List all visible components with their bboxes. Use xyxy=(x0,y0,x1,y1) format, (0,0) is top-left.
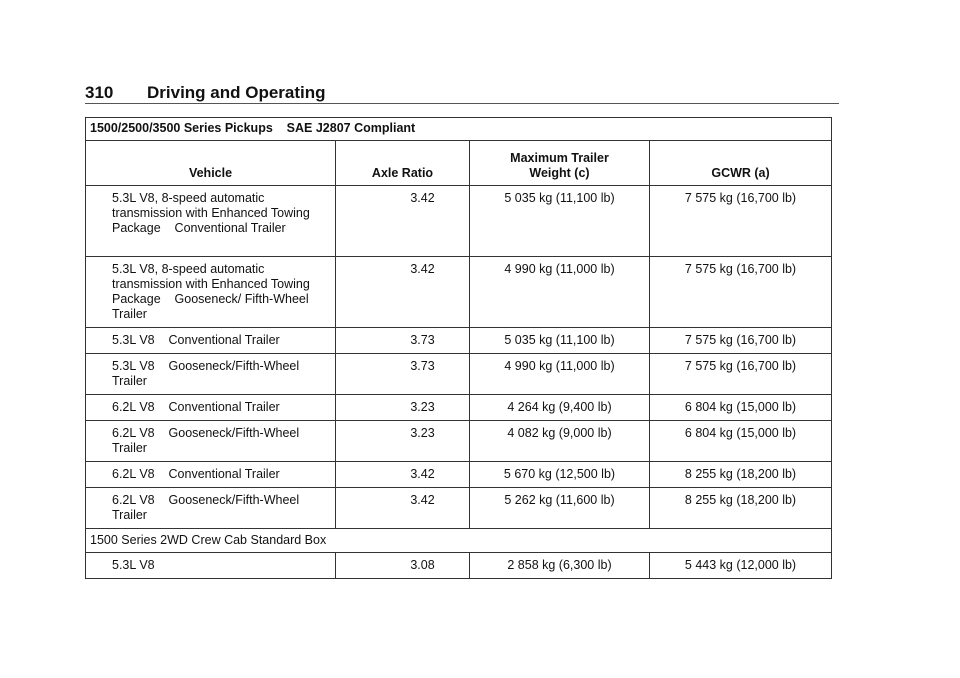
table-row xyxy=(86,257,832,328)
cell-gcwr: 7 575 kg (16,700 lb) xyxy=(650,354,832,395)
table-row xyxy=(86,488,832,529)
cell-vehicle: 5.3L V8, 8-speed automatic transmission with Enhanced Towing Package Conventional Trailer xyxy=(86,186,336,257)
cell-axle-ratio: 3.23 xyxy=(336,395,470,421)
table-row xyxy=(86,186,832,257)
cell-max-trailer-weight: 2 858 kg (6,300 lb) xyxy=(470,553,650,579)
cell-axle-ratio: 3.42 xyxy=(336,257,470,328)
cell-max-trailer-weight: 5 262 kg (11,600 lb) xyxy=(470,488,650,529)
cell-gcwr: 7 575 kg (16,700 lb) xyxy=(650,186,832,257)
cell-vehicle: 6.2L V8 Gooseneck/Fifth-Wheel Trailer xyxy=(86,421,336,462)
cell-axle-ratio: 3.42 xyxy=(336,488,470,529)
cell-max-trailer-weight: 4 990 kg (11,000 lb) xyxy=(470,354,650,395)
column-header-axle-ratio: Axle Ratio xyxy=(336,141,470,186)
towing-spec-table xyxy=(85,117,832,579)
cell-vehicle: 6.2L V8 Gooseneck/Fifth-Wheel Trailer xyxy=(86,488,336,529)
cell-axle-ratio: 3.08 xyxy=(336,553,470,579)
page-number: 310 xyxy=(85,83,114,102)
table-row xyxy=(86,421,832,462)
cell-gcwr: 6 804 kg (15,000 lb) xyxy=(650,421,832,462)
cell-axle-ratio: 3.73 xyxy=(336,354,470,395)
cell-axle-ratio: 3.23 xyxy=(336,421,470,462)
table-row xyxy=(86,395,832,421)
table-row xyxy=(86,354,832,395)
cell-gcwr: 6 804 kg (15,000 lb) xyxy=(650,395,832,421)
cell-vehicle: 6.2L V8 Conventional Trailer xyxy=(86,395,336,421)
column-header-gcwr: GCWR (a) xyxy=(650,141,832,186)
cell-vehicle: 5.3L V8 Gooseneck/Fifth-Wheel Trailer xyxy=(86,354,336,395)
table-caption: 1500/2500/3500 Series Pickups SAE J2807 Compliant xyxy=(86,118,832,141)
table-row xyxy=(86,553,832,579)
table-row xyxy=(86,462,832,488)
cell-vehicle: 6.2L V8 Conventional Trailer xyxy=(86,462,336,488)
cell-max-trailer-weight: 4 990 kg (11,000 lb) xyxy=(470,257,650,328)
section-title-row xyxy=(86,529,832,553)
cell-max-trailer-weight: 5 670 kg (12,500 lb) xyxy=(470,462,650,488)
cell-gcwr: 7 575 kg (16,700 lb) xyxy=(650,257,832,328)
table-row xyxy=(86,328,832,354)
cell-axle-ratio: 3.73 xyxy=(336,328,470,354)
cell-gcwr: 8 255 kg (18,200 lb) xyxy=(650,462,832,488)
section-subtitle: 1500 Series 2WD Crew Cab Standard Box xyxy=(86,529,832,553)
cell-gcwr: 8 255 kg (18,200 lb) xyxy=(650,488,832,529)
section-title: Driving and Operating xyxy=(147,83,326,102)
table-caption-row xyxy=(86,118,832,141)
cell-gcwr: 7 575 kg (16,700 lb) xyxy=(650,328,832,354)
cell-max-trailer-weight: 4 264 kg (9,400 lb) xyxy=(470,395,650,421)
cell-gcwr: 5 443 kg (12,000 lb) xyxy=(650,553,832,579)
table-header-row xyxy=(86,141,832,186)
cell-max-trailer-weight: 5 035 kg (11,100 lb) xyxy=(470,328,650,354)
cell-vehicle: 5.3L V8 xyxy=(86,553,336,579)
cell-vehicle: 5.3L V8 Conventional Trailer xyxy=(86,328,336,354)
cell-vehicle: 5.3L V8, 8-speed automatic transmission with Enhanced Towing Package Gooseneck/ Fifth-Wheel Trailer xyxy=(86,257,336,328)
cell-axle-ratio: 3.42 xyxy=(336,186,470,257)
cell-max-trailer-weight: 4 082 kg (9,000 lb) xyxy=(470,421,650,462)
cell-axle-ratio: 3.42 xyxy=(336,462,470,488)
column-header-vehicle: Vehicle xyxy=(86,141,336,186)
column-header-max-trailer-weight: Maximum Trailer Weight (c) xyxy=(470,141,650,186)
cell-max-trailer-weight: 5 035 kg (11,100 lb) xyxy=(470,186,650,257)
page-header xyxy=(85,83,839,104)
